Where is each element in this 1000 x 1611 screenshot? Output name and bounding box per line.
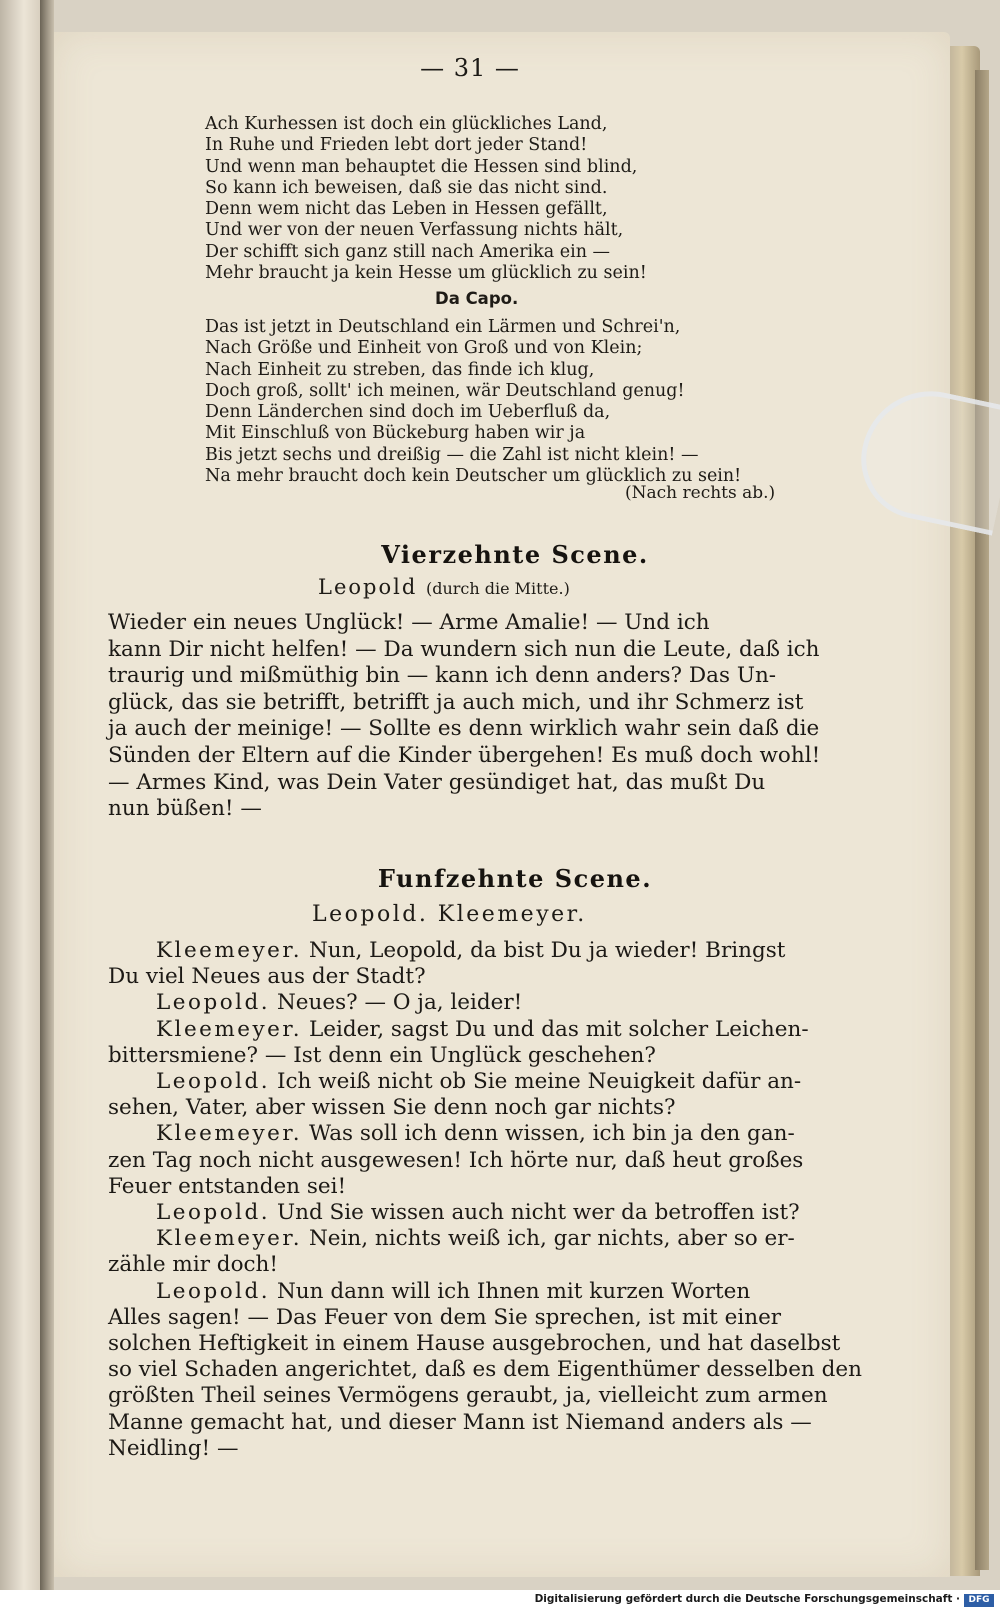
dialogue-text: Was soll ich denn wissen, ich bin ja den gan- [308, 1121, 795, 1147]
verse-line: So kann ich beweisen, daß sie das nicht sind. [205, 177, 608, 198]
dialogue-continuation-line: sehen, Vater, aber wissen Sie denn noch gar nichts? [108, 1095, 676, 1121]
verse-stanza-1 [205, 114, 725, 284]
scene-14-speaker-line [318, 575, 570, 599]
text-line: nun büßen! — [108, 796, 262, 822]
text-line: — Armes Kind, was Dein Vater gesündiget hat, das mußt Du [108, 769, 766, 795]
text-line: kann Dir nicht helfen! — Da wundern sich nun die Leute, daß ich [108, 636, 820, 662]
dialogue-text: Ich weiß nicht ob Sie meine Neuigkeit dafür an- [276, 1069, 802, 1095]
dialogue-continuation-line: Alles sagen! — Das Feuer von dem Sie sprechen, ist mit einer [108, 1304, 782, 1330]
text-line: traurig und mißmüthig bin — kann ich denn anders? Das Un- [108, 663, 777, 689]
dialogue-continuation-line: Neidling! — [108, 1435, 239, 1461]
speaker-name: Kleemeyer. [156, 938, 303, 963]
dialogue-continuation-line: zähle mir doch! [108, 1252, 279, 1278]
dialogue-line [108, 990, 818, 1016]
da-capo-marking: Da Capo. [435, 289, 519, 308]
stage-direction: (durch die Mitte.) [425, 579, 570, 598]
text-line: Sünden der Eltern auf die Kinder übergehen! Es muß doch wohl! [108, 742, 821, 768]
book-gutter [40, 0, 54, 1590]
verse-line: Der schifft sich ganz still nach Amerika ein — [205, 241, 611, 262]
verse-line: Und wer von der neuen Verfassung nichts hält, [205, 220, 624, 241]
verse-line: Ach Kurhessen ist doch ein glückliches Land, [205, 114, 608, 134]
page-number: — 31 — [420, 54, 520, 82]
dialogue-text: Nein, nichts weiß ich, gar nichts, aber so er- [308, 1226, 795, 1252]
dialogue-continuation-line: so viel Schaden angerichtet, daß es dem Eigenthümer desselben den [108, 1357, 862, 1383]
speaker-name: Kleemeyer. [156, 1121, 303, 1147]
verse-line: Denn Länderchen sind doch im Ueberfluß da, [205, 402, 611, 423]
dialogue-line [108, 1200, 818, 1226]
speaker-name: Kleemeyer. [156, 1226, 303, 1252]
verse-stanza-2 [205, 317, 742, 487]
dfg-logo: DFG [964, 1594, 994, 1607]
dialogue-continuation-line: Manne gemacht hat, und dieser Mann ist Niemand anders als — [108, 1409, 812, 1435]
dialogue-line [108, 938, 818, 964]
dialogue-text: Leider, sagst Du und das mit solcher Leichen- [308, 1016, 809, 1042]
scene-heading-15: Funfzehnte Scene. [377, 864, 653, 893]
dialogue-continuation-line: Feuer entstanden sei! [108, 1173, 347, 1199]
verse-line: Nach Größe und Einheit von Groß und von Klein; [205, 338, 643, 359]
speaker-name: Leopold. [156, 1278, 271, 1304]
dialogue-line [108, 1017, 818, 1043]
verse-line: Das ist jetzt in Deutschland ein Lärmen und Schrei'n, [205, 317, 681, 337]
verse-line: Mit Einschluß von Bückeburg haben wir ja [205, 423, 586, 444]
text-line: Wieder ein neues Unglück! — Arme Amalie! — Und ich [108, 610, 710, 635]
verse-line: Doch groß, sollt' ich meinen, wär Deutschland genug! [205, 380, 685, 401]
verse-line: Und wenn man behauptet die Hessen sind blind, [205, 156, 638, 177]
speaker-name: Kleemeyer. [156, 1016, 303, 1042]
page-stack-edge-outer [975, 70, 989, 1570]
scene-15-dialogue [108, 938, 862, 1462]
dialogue-continuation-line: bittersmiene? — Ist denn ein Unglück geschehen? [108, 1042, 656, 1068]
dialogue-line [108, 1069, 818, 1095]
speaker-name: Leopold. [156, 1200, 271, 1226]
text-line: ja auch der meinige! — Sollte es denn wirklich wahr sein daß die [108, 716, 820, 742]
dialogue-line [108, 1279, 818, 1305]
text-line: glück, das sie betrifft, betrifft ja auch mich, und ihr Schmerz ist [108, 689, 804, 715]
dialogue-line [108, 1226, 818, 1252]
scene-14-monologue [108, 610, 821, 823]
verse-line: Denn wem nicht das Leben in Hessen gefällt, [205, 199, 608, 220]
verse-line: Nach Einheit zu streben, das finde ich klug, [205, 359, 595, 380]
dialogue-text: Nun, Leopold, da bist Du ja wieder! Bringst [308, 938, 786, 963]
dialogue-text: Neues? — O ja, leider! [276, 990, 523, 1016]
verse-line: In Ruhe und Frieden lebt dort jeder Stand! [205, 135, 588, 156]
dialogue-continuation-line: zen Tag noch nicht ausgewesen! Ich hörte nur, daß heut großes [108, 1147, 804, 1173]
verse-line: Bis jetzt sechs und dreißig — die Zahl ist nicht klein! — [205, 444, 699, 465]
dialogue-text: Nun dann will ich Ihnen mit kurzen Worten [276, 1278, 751, 1304]
dialogue-continuation-line: größten Theil seines Vermögens geraubt, ja, vielleicht zum armen [108, 1383, 828, 1409]
dialogue-continuation-line: Du viel Neues aus der Stadt? [108, 964, 426, 990]
verse-line: Mehr braucht ja kein Hesse um glücklich zu sein! [205, 263, 647, 284]
speaker-name: Leopold. [156, 1069, 271, 1095]
speaker-name: Leopold. [156, 990, 271, 1016]
speaker-name: Leopold [318, 575, 418, 599]
dialogue-continuation-line: solchen Heftigkeit in einem Hause ausgebrochen, und hat daselbst [108, 1331, 841, 1357]
verse-line: Na mehr braucht doch kein Deutscher um glücklich zu sein! [205, 466, 742, 487]
digitization-credit: Digitalisierung gefördert durch die Deutsche Forschungsgemeinschaft · [534, 1593, 960, 1605]
dialogue-line [108, 1121, 818, 1147]
scene-15-characters: Leopold. Kleemeyer. [312, 902, 587, 927]
stage-direction: (Nach rechts ab.) [625, 483, 776, 503]
dialogue-text: Und Sie wissen auch nicht wer da betroffen ist? [276, 1200, 800, 1226]
scene-heading-14: Vierzehnte Scene. [381, 540, 649, 569]
left-page-edge [0, 0, 40, 1590]
